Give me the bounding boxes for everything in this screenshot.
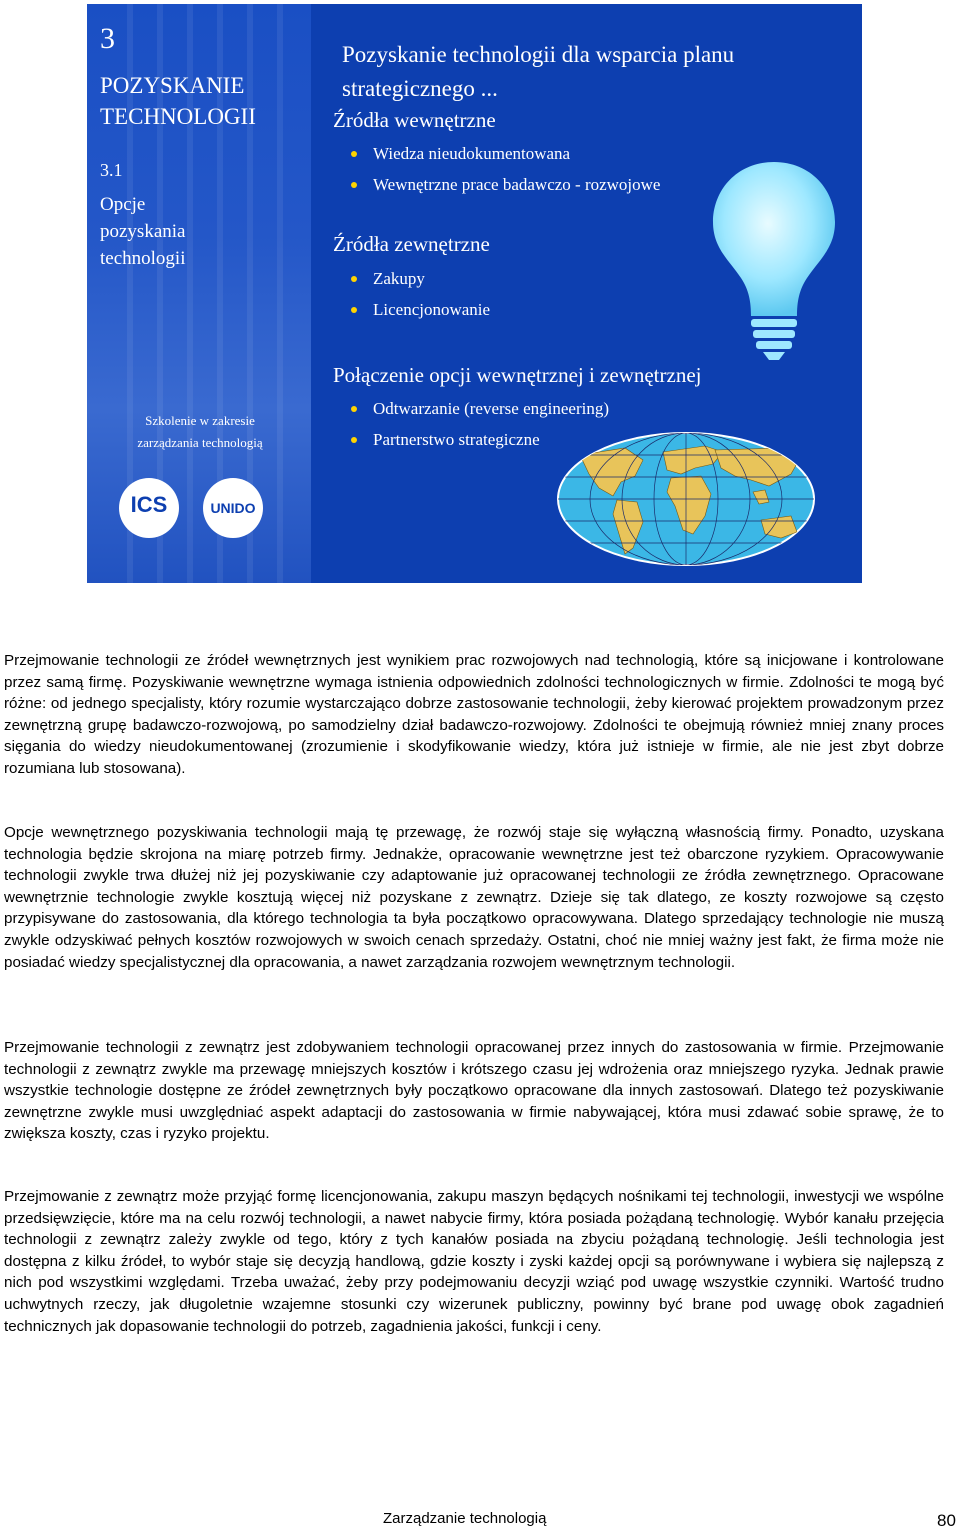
slide-image — [87, 4, 862, 583]
paragraph-external-forms: Przejmowanie z zewnątrz może przyjąć formę licencjonowania, zakupu maszyn będących nośnikami tej technologii, inwestycji we wspólne przedsięwzięcie, które ma na celu rozwój technologii, a nawet nabycie firmy, która posiada pożądaną technologię. Wybór kanału przejęcia technologii z zewnątrz zależy zwykle od tego, który z tych kanałów posiada na zbyciu pożądaną technologię. Jeśli technologia jest dostępna z kilku źródeł, to wybór staje się decyzją handlową, gdzie koszty i zyski każdej opcji są porównywane i wybiera się najlepszą z nich pod wszystkimi względami. Trzeba uważać, żeby przy podejmowaniu decyzji wziąć pod uwagę wszystkie czynniki. Wartość trudno uchwytnych rzeczy, jak długoletnie wzajemne stosunki czy wizerunek publiczny, powinny być brane pod uwagę obok zagadnień technicznych jak dopasowanie technologii do potrzeb, zagadnienia jakości, funkcji i ceny. — [4, 1188, 944, 1335]
bullet-text: Zakupy — [373, 269, 425, 288]
group-title-combined: Połączenie opcji wewnętrznej i zewnętrznej — [333, 363, 702, 387]
bullet-item — [373, 263, 490, 294]
subsection-number: 3.1 — [100, 160, 123, 180]
bullet-icon — [351, 307, 357, 313]
unido-logo-text: UNIDO — [210, 500, 256, 516]
unido-logo — [203, 478, 263, 538]
ics-logo-text: ICS — [130, 492, 168, 517]
section-title-line-1: POZYSKANIE — [100, 73, 245, 98]
bullet-text: Odtwarzanie (reverse engineering) — [373, 399, 609, 418]
group-title-external: Źródła zewnętrzne — [333, 232, 490, 256]
footer-title: Zarządzanie technologią — [383, 1510, 547, 1527]
slide-heading-line-1: Pozyskanie technologii dla wsparcia planu — [342, 42, 735, 67]
section-title-line-2: TECHNOLOGII — [100, 104, 256, 129]
bullet-item — [373, 169, 660, 200]
bullet-list-external — [373, 263, 490, 325]
bullet-item — [373, 294, 490, 325]
paragraph-internal-options: Opcje wewnętrznego pozyskiwania technologii mają tę przewagę, że rozwój staje się wyłączną własnością firmy. Ponadto, uzyskana technologia będzie skrojona na miarę potrzeb firmy. Jednakże, opracowanie wewnętrzne jest też obarczone ryzykiem. Opracowywanie technologii zwykle trwa dłużej niż jej pozyskiwanie czy adaptowanie już opracowanej technologii ze źródła zewnętrznego. Opracowane wewnętrznie technologie zwykle kosztują więcej niż pozyskane z zewnątrz. Dzieje się tak dlatego, ze koszty rozwojowe są często przypisywane do zastosowania, dla którego technologia ta była początkowo opracowywana. Dlatego sprzedający technologie nie muszą zwykle odzyskiwać pełnych kosztów rozwojowych w swoich cenach sprzedaży. Ostatni, choć nie mniej ważny jest fakt, że firma może nie posiadać wiedzy specjalistycznej dla opracowania, a nawet zarządzania rozwojem wewnętrznym technologii. — [4, 824, 944, 971]
section-title — [100, 70, 256, 132]
bullet-text: Wewnętrzne prace badawczo - rozwojowe — [373, 175, 661, 194]
page-number: 80 — [937, 1511, 956, 1530]
bullet-text: Partnerstwo strategiczne — [373, 430, 540, 449]
paragraph-external-sources: Przejmowanie technologii z zewnątrz jest zdobywaniem technologii opracowanej przez innych do zastosowania w firmie. Przejmowanie technologii z zewnątrz zwykle ma przewagę mniejszych kosztów i krótszego czasu jej wdrożenia oraz mniejszego ryzyka. Jednak prawie wszystkie technologie dostępne ze źródeł zewnętrznych były początkowo opracowane dla innych zastosowań. Dlatego też pozyskiwanie zewnętrzne zwykle musi uwzględniać aspekt adaptacji do zastosowania w firmie nabywającej, która musi zdawać sobie sprawę, że to zwiększa koszty, czas i ryzyko projektu. — [4, 1039, 944, 1143]
bullet-list-internal — [373, 138, 660, 200]
bullet-item — [373, 393, 609, 424]
training-caption: Szkolenie w zakresie zarządzania technologią — [137, 413, 263, 450]
bullet-text: Wiedza nieudokumentowana — [373, 144, 571, 163]
bullet-text: Licencjonowanie — [373, 300, 491, 319]
section-number: 3 — [100, 22, 115, 55]
bullet-icon — [351, 276, 357, 282]
subsection-title: Opcje pozyskania technologii — [100, 194, 186, 269]
bullet-icon — [351, 406, 357, 412]
ics-logo — [119, 478, 179, 538]
bullet-icon — [351, 437, 357, 443]
bullet-icon — [351, 182, 357, 188]
paragraph-internal-sources: Przejmowanie technologii ze źródeł wewnętrznych jest wynikiem prac rozwojowych nad technologią, które są inicjowane i kontrolowane przez samą firmę. Pozyskiwanie wewnętrzne wymaga istnienia odpowiednich zdolności technologicznych w firmie. Zdolności te mogą być różne: od jednego specjalisty, który rozumie wystarczająco dobrze zastosowanie technologii, żeby kierować projektem prowadzonym przez zewnętrzną grupę badawczo-rozwojową, po samodzielny dział badawczo-rozwojowy. Zdolności te obejmują również mniej znany proces sięgania do wiedzy nieudokumentowanej (zrozumienie i skodyfikowanie wiedzy, która już istnieje w firmie, ale nie jest zbyt dobrze rozumiana lub stosowana). — [4, 652, 944, 777]
bullet-icon — [351, 151, 357, 157]
slide-heading — [342, 38, 852, 106]
lightbulb-icon — [709, 156, 839, 361]
group-title-internal: Źródła wewnętrzne — [333, 108, 496, 132]
world-map-icon — [555, 430, 817, 568]
slide-heading-line-2: strategicznego ... — [342, 76, 498, 101]
bullet-item — [373, 138, 660, 169]
